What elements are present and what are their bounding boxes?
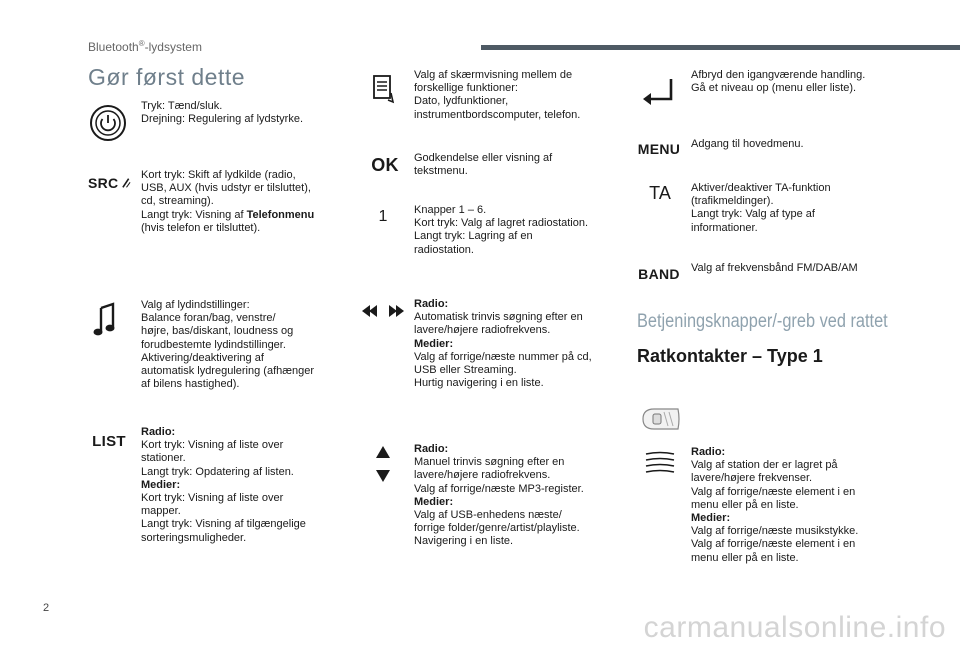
music-note-icon bbox=[90, 300, 120, 340]
back-return-icon bbox=[640, 74, 676, 108]
thumbwheel-description: Radio: Valg af station der er lagret på lavere/højere frekvenser. Valg af forrige/næste element i en menu eller på en liste. Medier: Valg af forrige/næste musikstykke. Valg af forrige/næste element i en menu eller på en liste. bbox=[691, 446, 859, 564]
seek-arrows-icon bbox=[362, 303, 404, 319]
ok-description: Godkendelse eller visning af tekstmenu. bbox=[414, 152, 553, 178]
running-header: Bluetooth®-lydsystem bbox=[88, 39, 202, 54]
section-title: Betjeningsknapper/-greb ved rattet bbox=[637, 311, 888, 332]
sub-title: Ratkontakter – Type 1 bbox=[637, 346, 823, 366]
manual-tuning-description: Radio: Manuel trinvis søgning efter en lavere/højere radiofrekvens. Valg af forrige/næste MP3-register. Medier: Valg af USB-enhedens næste/ forrige folder/genre/artist/playliste. Navigering i en liste. bbox=[414, 443, 584, 548]
menu-description: Adgang til hovedmenu. bbox=[691, 138, 804, 150]
source-phone-icon: SRC bbox=[88, 172, 132, 194]
ok-button-icon: OK bbox=[371, 154, 399, 175]
band-description: Valg af frekvensbånd FM/DAB/AM bbox=[691, 262, 858, 274]
steering-control-stalk-icon bbox=[640, 406, 682, 432]
power-volume-knob-icon bbox=[88, 103, 128, 143]
display-mode-icon bbox=[370, 72, 398, 106]
watermark: carmanualsonline.info bbox=[643, 611, 946, 644]
menu-button-icon: MENU bbox=[637, 141, 681, 157]
power-description: Tryk: Tænd/sluk. Drejning: Regulering af lydstyrke. bbox=[141, 100, 304, 126]
ta-description: Aktiver/deaktiver TA-funktion (trafikmeldinger). Langt tryk: Valg af type af informationer. bbox=[691, 182, 831, 234]
display-mode-description: Valg af skærmvisning mellem de forskellige funktioner: Dato, lydfunktioner, instrumentbordscomputer, telefon. bbox=[414, 69, 581, 121]
page-title: Gør først dette bbox=[88, 64, 246, 90]
seek-description: Radio: Automatisk trinvis søgning efter en lavere/højere radiofrekvens. Medier: Valg af forrige/næste nummer på cd, USB eller Streaming. Hurtig navigering i en liste. bbox=[414, 298, 592, 390]
thumbwheel-icon bbox=[643, 450, 677, 474]
up-down-arrows-icon bbox=[375, 445, 391, 483]
list-description: Radio: Kort tryk: Visning af liste over stationer. Langt tryk: Opdatering af listen. Medier: Kort tryk: Visning af liste over mapper. Langt tryk: Visning af tilgængelige sorteringsmuligheder. bbox=[141, 426, 306, 544]
band-button-icon: BAND bbox=[638, 266, 680, 282]
sound-settings-description: Valg af lydindstillinger: Balance foran/bag, venstre/ højre, bas/diskant, loudness og forudbestemte lydindstillinger. Aktivering/deaktivering af automatisk lydregulering (afhænger af bilens hastighed). bbox=[141, 299, 315, 391]
source-description: Kort tryk: Skift af lydkilde (radio, USB, AUX (hvis udstyr er tilsluttet), cd, streaming). Langt tryk: Visning af Telefonmenu (hvis telefon er tilsluttet). bbox=[141, 169, 315, 234]
header-rule bbox=[481, 45, 960, 50]
back-description: Afbryd den igangværende handling. Gå et niveau op (menu eller liste). bbox=[691, 69, 866, 95]
list-button-icon: LIST bbox=[92, 432, 126, 450]
preset-description: Knapper 1 – 6. Kort tryk: Valg af lagret radiostation. Langt tryk: Lagring af en radiostation. bbox=[414, 204, 589, 256]
preset-button-icon: 1 bbox=[378, 208, 388, 225]
page-number: 2 bbox=[43, 602, 50, 614]
ta-button-icon: TA bbox=[649, 182, 671, 203]
